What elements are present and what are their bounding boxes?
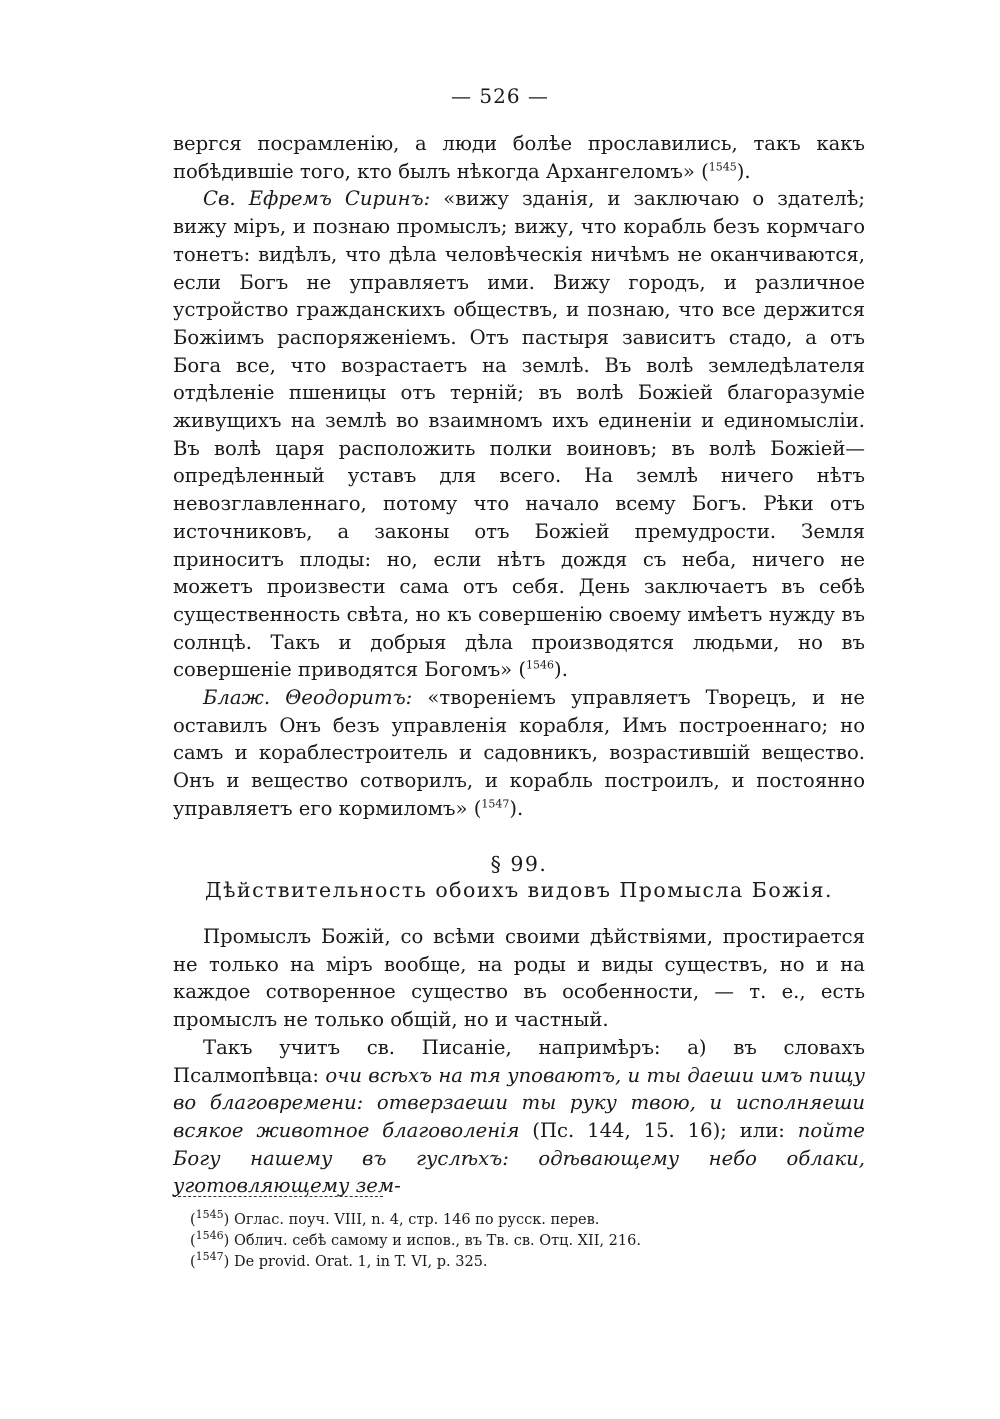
page-number: — 526 — xyxy=(451,84,549,108)
footnote-number: 1546 xyxy=(195,1229,224,1243)
paragraph-1 xyxy=(173,130,865,185)
paragraph-5 xyxy=(173,1034,865,1200)
footnotes xyxy=(190,1210,870,1273)
paragraph-text: «твореніемъ управляетъ Творецъ, и не оставилъ Онъ безъ управленія корабля, Имъ построеннаго; но самъ и кораблестроитель и садовникъ, возрастившій вещество. Онъ и вещество сотворилъ, и корабль построилъ, и постоянно управляетъ его кормиломъ» ( xyxy=(173,686,865,820)
paragraph-end: ). xyxy=(554,658,568,682)
footnote-text: ) Облич. себѣ самому и испов., въ Тв. св. Отц. XII, 216. xyxy=(223,1233,641,1249)
footnote-number: 1545 xyxy=(195,1208,224,1222)
footnote-number: 1547 xyxy=(195,1250,224,1264)
footnote-text: ) De provid. Orat. 1, in T. VI, p. 325. xyxy=(223,1254,488,1270)
paragraph-4: Промыслъ Божій, со всѣми своими дѣйствіями, простирается не только на міръ вообще, на роды и виды существъ, но и на каждое сотворенное существо въ особенности, — т. е., есть промыслъ не только общій, но и частный. xyxy=(173,925,865,1032)
scripture-quote: очи всѣхъ на тя уповаютъ, и ты даеши имъ пищу во благовремени: отверзаеши ты руку твою, и исполняеши всякое животное благоволенія xyxy=(173,1063,866,1142)
paragraph-end: ). xyxy=(736,159,751,183)
paragraph-text: «вижу зданія, и заключаю о здателѣ; вижу міръ, и познаю промыслъ; вижу, что корабль безъ кормчаго тонетъ: видѣлъ, что дѣла человѣческія ничѣмъ не оканчиваются, если Богъ не управляетъ ими. Вижу городъ, и различное устройство гражданскихъ обществъ, и познаю, что все держится Божіимъ распоряженіемъ. Отъ пастыря зависитъ стадо, а отъ Бога все, что возрастаетъ на землѣ. Въ волѣ земледѣлателя отдѣленіе пшеницы отъ терній; въ волѣ Божіей благоразуміе живущихъ на землѣ во взаимномъ ихъ единеніи и единомысліи. Въ волѣ царя расположить полки воиновъ; въ волѣ Божіей—опредѣленный уставъ для всего. На землѣ ничего нѣтъ невозглавленнаго, потому что начало всему Богъ. Рѣки отъ источниковъ, а законы отъ Божіей премудрости. Земля приноситъ плоды: но, если нѣтъ дождя съ неба, ничего не можетъ произвести сама отъ себя. День заключаетъ въ себѣ существенность свѣта, но къ совершенію своему имѣетъ нужду въ солнцѣ. Такъ и добрыя дѣла производятся людьми, но въ совершеніе приводятся Богомъ» ( xyxy=(173,187,865,682)
paragraph-text: (Пс. 144, 15. 16); или: xyxy=(519,1118,798,1142)
section-number: § 99. xyxy=(490,852,548,876)
footnote: ($^{1547}$) De provid. Orat. 1, in T. VI, p. 325. xyxy=(190,1250,488,1270)
body-text-bottom xyxy=(173,923,865,1200)
footnote-ref: 1545 xyxy=(708,160,737,174)
body-text-top xyxy=(173,130,865,823)
footnote-divider xyxy=(173,1196,383,1197)
scripture-quote: пойте Богу нашему въ гуслѣхъ: одѣвающему небо облаки, уготовляющему зем- xyxy=(173,1118,866,1198)
paragraph-2 xyxy=(173,185,865,684)
footnote: ($^{1546}$) Облич. себѣ самому и испов., въ Тв. св. Отц. XII, 216. xyxy=(190,1229,641,1249)
footnote-ref: 1547 xyxy=(481,797,510,811)
quote-author: Св. Ефремъ Сиринъ: xyxy=(203,187,431,211)
paragraph-end: ). xyxy=(509,796,524,820)
footnote-text: ) Оглас. поуч. VIII, n. 4, стр. 146 по русск. перев. xyxy=(223,1212,600,1228)
paragraph-3 xyxy=(173,684,865,823)
footnote: ($^{1545}$) Оглас. поуч. VIII, n. 4, стр. 146 по русск. перев. xyxy=(190,1208,600,1228)
footnote-ref: 1546 xyxy=(526,658,555,672)
section-title: Дѣйствительность обоихъ видовъ Промысла Божія. xyxy=(204,878,834,902)
quote-author: Блаж. Θеодоритъ: xyxy=(203,686,413,710)
paragraph-text: вергся посрамленію, а люди болѣе прославились, такъ какъ побѣдившіе того, кто былъ нѣкогда Архангеломъ» ( xyxy=(173,132,865,183)
paragraph-text: Такъ учитъ св. Писаніе, напримѣръ: а) въ словахъ Псалмопѣвца: xyxy=(173,1035,865,1087)
